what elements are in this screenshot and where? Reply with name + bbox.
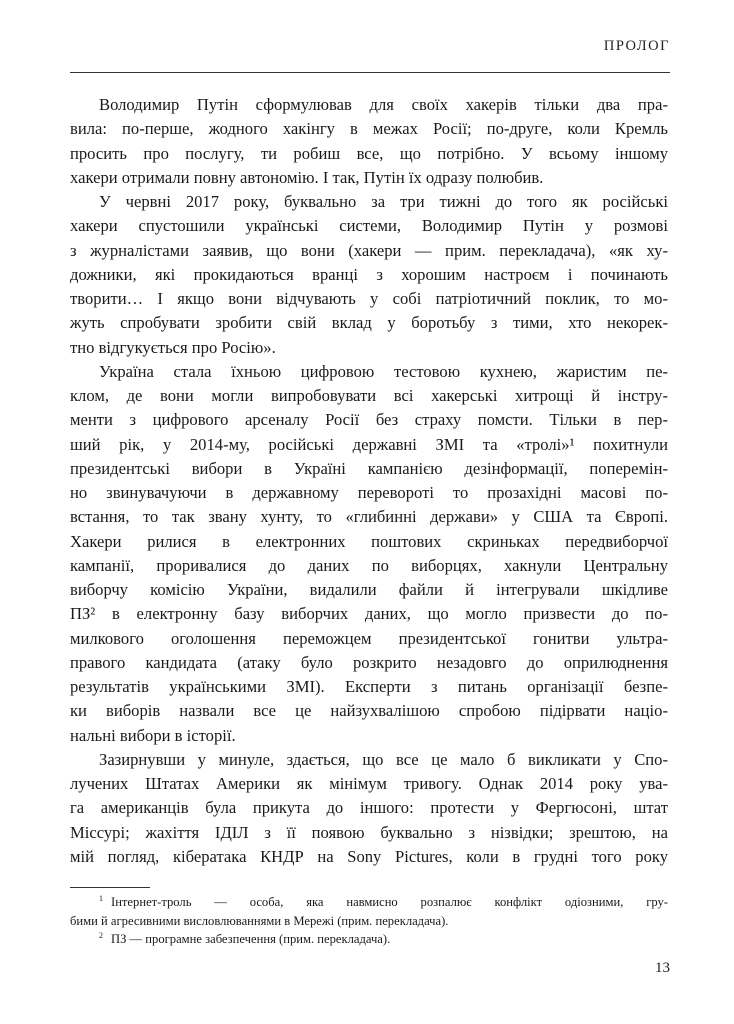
text-line: Хакери рилися в електронних поштових скриньках передвиборчої [70,531,668,551]
text-line: просить про послугу, ти робиш все, що потрібно. У всьому іншому [70,143,668,163]
text-line: встання, то так звану хунту, то «глибинні держави» у США та Європі. [70,507,668,527]
text-line: президентські вибори в Україні кампанією дезінформації, поперемін- [70,458,668,478]
paragraph-3 [70,360,668,748]
text-line: творити… І якщо вони відчувають у собі патріотичний поклик, то мо- [70,289,668,308]
text-line: Міссурі; жахіття ІДІЛ з її появою буквально з нізвідки; зрештою, на [70,822,668,842]
text-line: з журналістами заявив, що вони (хакери — прим. перекладача), «як ху- [70,240,668,260]
text-line: хакери отримали повну автономію. І так, Путін їх одразу полюбив. [70,167,544,187]
body-text [70,93,668,869]
footnote-text: Інтернет-троль — особа, яка навмисно розпалює конфлікт одіозними, гру- [111,895,668,909]
footnote-number: 2 [99,930,103,940]
footnote-number: 1 [99,893,103,903]
text-line: мій погляд, кібератака КНДР на Sony Pictures, коли в грудні того року [70,846,668,866]
page-number: 13 [655,960,670,976]
text-line: менти з цифрового арсеналу Росії без страху помсти. Тільки в пер- [70,410,668,430]
text-line: правого кандидата (атаку було розкрито незадовго до оприлюднення [70,652,668,672]
text-line: кампанії, проривалися до даних по виборцях, хакнули Центральну [70,555,668,575]
text-line: результатів українськими ЗМІ). Експерти з питань організації безпе- [70,677,668,696]
footnote-line [70,893,668,912]
text-line: клом, де вони могли випробовувати всі хакерські хитрощі й інстру- [70,386,668,405]
text-line: Зазирнувши у минуле, здається, що все це мало б викликати у Спо- [99,749,668,769]
text-line: вила: по-перше, жодного хакінгу в межах Росії; по-друге, коли Кремль [70,119,668,139]
footnote-rule [70,887,150,888]
text-line: ПЗ² в електронну базу виборчих даних, що могло призвести до по- [70,604,668,624]
paragraph-2 [70,190,668,360]
text-line: милкового оголошення переможцем президентської гонитви ультра- [70,628,668,648]
text-line: жуть спробувати зробити свій вклад у боротьбу з тими, хто некорек- [70,313,668,333]
text-line: ший рік, у 2014-му, російські державні ЗМІ та «тролі»¹ похитнули [70,434,668,454]
paragraph-1 [70,93,668,190]
text-line: дожники, які прокидаються вранці з хорошим настроєм і починають [70,264,668,284]
paragraph-4 [70,748,668,869]
text-line: Україна стала їхньою цифровою тестовою кухнею, жаристим пе- [99,361,668,381]
text-line: Володимир Путін сформулював для своїх хакерів тільки два пра- [99,95,668,114]
text-line: но звинувачуючи в державному перевороті то прозахідні масові по- [70,483,668,502]
header-rule [70,72,670,73]
running-head: ПРОЛОГ [603,38,670,54]
text-line: лучених Штатах Америки як мінімум тривогу. Однак 2014 року ува- [70,774,668,793]
footnotes [70,893,668,949]
text-line: тно відгукується про Росію». [70,337,276,357]
footnote-line: бими й агресивними висловлюваннями в Мережі (прим. перекладача). [70,913,449,928]
text-line: нальні вибори в історії. [70,725,236,745]
text-line: виборчу комісію України, видалили файли й інтегрували шкідливе [70,580,668,599]
footnote-2 [70,930,668,949]
text-line: га американців була прикута до іншого: протести у Фергюсоні, штат [70,798,668,818]
footnote-1 [70,893,668,930]
text-line: хакери спустошили українські системи, Володимир Путін у розмові [70,216,668,236]
footnote-line [70,930,668,949]
text-line: ки виборів назвали все це найзухвалішою спробою підірвати націо- [70,701,668,721]
footnote-text: ПЗ — програмне забезпечення (прим. перекладача). [111,932,391,946]
text-line: У червні 2017 року, буквально за три тижні до того як російські [99,192,668,211]
